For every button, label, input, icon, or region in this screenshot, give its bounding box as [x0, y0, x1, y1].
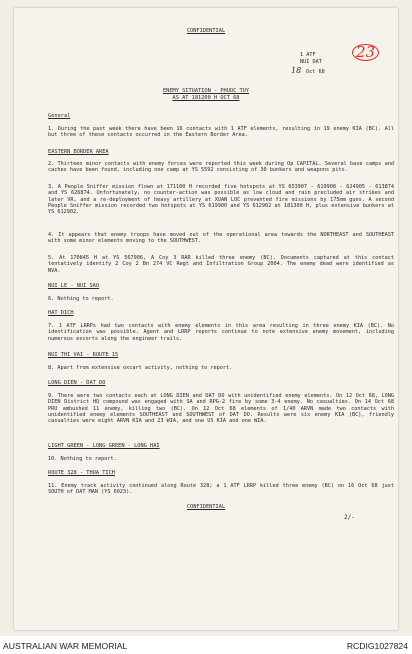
archive-footer	[0, 636, 412, 654]
handwritten-date-day: 18	[291, 66, 302, 75]
page-number-mark: 23	[352, 44, 379, 61]
heading-nui-thi-vai: NUI THI VAI - ROUTE 15	[48, 352, 119, 358]
archive-id: RCDIG1027824	[346, 641, 408, 651]
para-1: 1. During the past week there have been 16 contacts with 1 ATF elements, resulting in 19 enemy KIA (BC). All but three of these contacts occurred in the Eastern Border Area.	[48, 126, 394, 139]
location-label: NUI DAT	[300, 59, 322, 65]
para-9: 9. There were two contacts each at LONG DIEN and DAT DO with unidentified enemy elements. On 12 Oct 68, LONG DIEN District HQ compound was engaged with SA and RPG-2 fire by some 3-4 enemy. No casualties. On 14 Oct 68 PRU ambushed 11 enemy, killing two (BC). On 12 Oct 68 elements of 1/40 ARVN made two contacts with unidentified enemy elements SOUTHEAST and SOUTHWEST of DAT DO. Results were six enemy KIA (BC), friendly casualties were eight ARVN KIA and 23 WIA, and one US KIA and one WIA.	[48, 393, 394, 425]
classification-top: CONFIDENTIAL	[186, 28, 226, 34]
para-6: 6. Nothing to report.	[48, 296, 114, 302]
heading-long-dien: LONG DIEN - DAT DO	[48, 380, 106, 386]
para-8: 8. Apart from extensive oxcart activity, nothing to report.	[48, 365, 233, 371]
heading-route-328: ROUTE 328 - THUA TICH	[48, 470, 115, 476]
para-11: 11. Enemy track activity continued along Route 328; a 1 ATF LRRP killed three enemy (BC) on 16 Oct 68 just SOUTH of DAT MAN (YS 6023).	[48, 483, 394, 496]
heading-nui-le: NUI LE - NUI SAO	[48, 283, 100, 289]
para-4: 4. It appears that enemy troops have moved out of the operational area towards the NORTHEAST and SOUTHEAST with some minor elements moving to the SOUTHWEST.	[48, 232, 394, 245]
archive-name: AUSTRALIAN WAR MEMORIAL	[3, 641, 128, 651]
para-7: 7. 1 ATF LRRPs had two contacts with enemy elements in this area resulting in three enemy KIA (BC). No identification was possible. Agent and LRRP reports continue to note extensive enemy movement, including numerous escorts along the engineer trails.	[48, 323, 394, 342]
para-10: 10. Nothing to report.	[48, 456, 117, 462]
page-continuation: 2/-	[344, 514, 355, 521]
heading-general: General	[48, 113, 71, 119]
para-2: 2. Thirteen minor contacts with enemy forces were reported this week during Op CAPITAL. Several base camps and caches have been found, including one camp at YS 5592 consisting of 30 bunkers and weapons pits.	[48, 161, 394, 174]
date-label: Oct 68	[306, 69, 325, 75]
para-5: 5. At 170845 H at YS 567906, A Coy 3 RAR killed three enemy (BC). Documents captured at this contact tentatively identify 2 Coy 2 Bn 274 VC Regt and Infiltration Group 2004. The enemy dead were identified as NVA.	[48, 255, 394, 274]
unit-label: 1 ATF	[300, 52, 316, 58]
heading-eastern-border: EASTERN BORDER AREA	[48, 149, 109, 155]
doc-title: ENEMY SITUATION - PHUOC TUY	[162, 88, 250, 94]
heading-hat-dich: HAT DICH	[48, 310, 74, 316]
heading-light-green: LIGHT GREEN - LONG GREEN - LONG HAI	[48, 443, 160, 449]
doc-subtitle: AS AT 181200 H OCT 68	[172, 95, 240, 101]
classification-bottom: CONFIDENTIAL	[186, 504, 226, 510]
para-3: 3. A People Sniffer mission flown at 171100 H recorded five hotspots at YS 653907 - 619908 - 624905 - 613874 and YS 626874. Unfortunately, no counter-action was possible as low cloud and rain precluded air strikes and later VR, and a re-deployment of heavy artillery at XUAN LOC prevented fire missions by 175mm guns. A second People Sniffer mission recorded two hotspots at YS 619900 and YS 612902 at 181300 H, plus extensive bunkers at YS 612902.	[48, 184, 394, 216]
document-page	[14, 8, 398, 630]
